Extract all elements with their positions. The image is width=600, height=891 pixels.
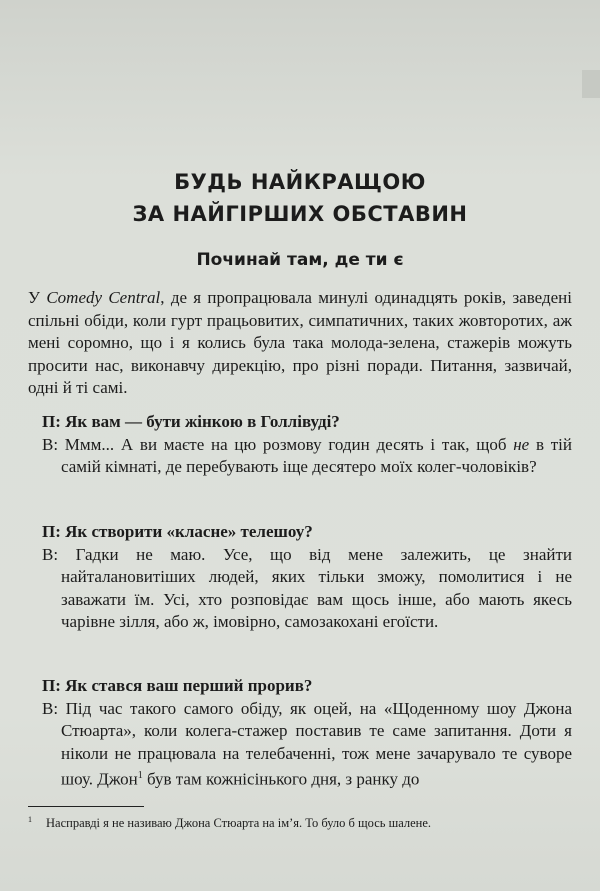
question-1: П: Як вам — бути жінкою в Голлівуді? [42, 412, 340, 431]
footnote-divider [28, 806, 144, 807]
answer-1-part: в тій самій кімнаті, де перебувають іще десятеро моїх колег-чоловіків? [61, 434, 572, 477]
footnote-mark: 1 [28, 815, 32, 824]
chapter-title-line-1: БУДЬ НАЙКРАЩОЮ [174, 170, 426, 194]
footnote-ref[interactable]: 1 [137, 770, 143, 782]
intro-paragraph [28, 287, 572, 400]
footnote [28, 815, 431, 831]
footnote-text: Насправді я не називаю Джона Стюарта на ім’я. То було б щось шалене. [46, 816, 432, 831]
chapter-title-line-2: ЗА НАЙГІРШИХ ОБСТАВИН [132, 202, 468, 226]
intro-rest: , де я пропрацювала минулі одинадцять років, заведені спільні обіди, коли гурт працьовитих, симпатичних, таких жовторотих, аж мені соромно, що і я колись була така молода-зелена, стажерів можуть просити нас, виконавчу дирекцію, про різні поради. Питання, зазвичай, одні й ті самі. [28, 288, 572, 398]
answer-1-italic: не [513, 434, 530, 454]
qa-block-3 [42, 675, 572, 792]
answer-3 [42, 698, 572, 792]
question-3: П: Як стався ваш перший прорив? [42, 676, 313, 695]
answer-1 [42, 434, 572, 479]
answer-1-part: В: Ммм... А ви маєте на цю розмову годин десять і так, щоб [42, 434, 514, 454]
chapter-title [0, 166, 600, 230]
page-edge-tab [582, 70, 600, 98]
section-title: Починай там, де ти є [196, 250, 404, 270]
answer-2: В: Гадки не маю. Усе, що від мене залежить, це знайти найталановитіших людей, яких тільки зможу, помолитися і не заважати їм. Усі, хто розповідає вам щось інше, або мають якесь чарівне зілля, або ж, імовірно, самозакохані егоїсти. [42, 544, 572, 632]
intro-italic: Comedy Central [46, 288, 161, 307]
answer-3-part: був там кожнісінького дня, з ранку до [142, 770, 420, 790]
question-2: П: Як створити «класне» телешоу? [42, 522, 313, 541]
qa-block-1 [42, 411, 572, 479]
qa-block-2 [42, 521, 572, 634]
answer-3-part: В: Під час такого самого обіду, як оцей, на «Щоденному шоу Джона Стюарта», коли колега-стажер поставив те саме запитання. Доти я ніколи не працювала на телебаченні, тож мене зачарувало те суворе шоу. Джон [42, 698, 572, 790]
intro-lead: У [28, 288, 47, 307]
